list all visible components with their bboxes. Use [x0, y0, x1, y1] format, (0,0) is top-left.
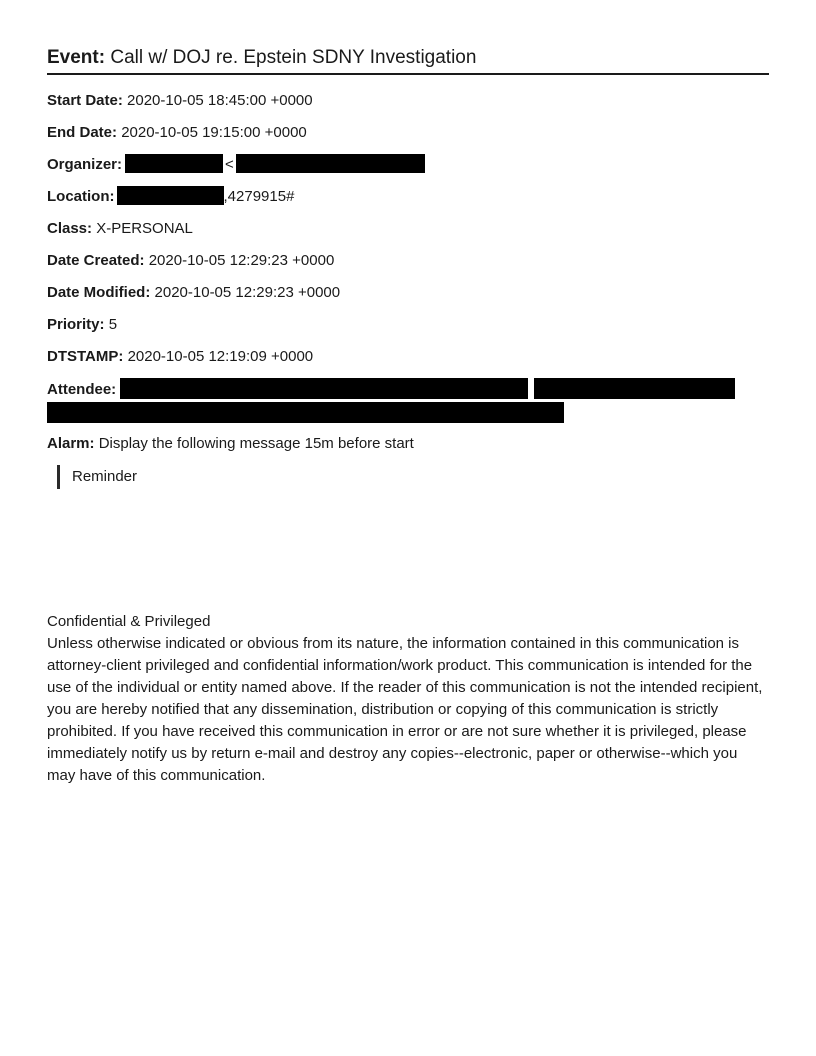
field-attendee — [47, 378, 769, 423]
field-alarm — [47, 433, 769, 455]
field-class — [47, 218, 769, 240]
field-date-modified — [47, 282, 769, 304]
redaction-bar — [117, 186, 224, 205]
redaction-bar — [120, 378, 528, 399]
field-date-created — [47, 250, 769, 272]
redaction-bar — [125, 154, 223, 173]
field-label: Priority: — [47, 316, 105, 333]
field-organizer — [47, 154, 769, 176]
page-title — [47, 46, 769, 75]
field-value: 2020-10-05 18:45:00 +0000 — [127, 92, 313, 109]
field-value: X-PERSONAL — [96, 220, 193, 237]
field-start-date — [47, 90, 769, 112]
field-end-date — [47, 122, 769, 144]
field-value: 2020-10-05 19:15:00 +0000 — [121, 124, 307, 141]
field-label: End Date: — [47, 124, 118, 141]
field-value: 2020-10-05 12:29:23 +0000 — [148, 252, 335, 269]
field-label: Organizer: — [47, 156, 123, 173]
field-label: DTSTAMP: — [47, 348, 124, 365]
field-priority — [47, 314, 769, 336]
alarm-message-quote: Reminder — [57, 465, 769, 489]
field-location — [47, 186, 769, 208]
field-label: Location: — [47, 188, 115, 205]
redaction-bar — [534, 378, 735, 399]
field-label: Alarm: — [47, 435, 95, 452]
field-label: Attendee: — [47, 381, 117, 398]
field-value: ,4279915# — [223, 188, 295, 205]
field-label: Class: — [47, 220, 93, 237]
disclaimer-body: Unless otherwise indicated or obvious from its nature, the information contained in this communication is attorney-client privileged and confidential information/work product. This communication is intended for the use of the individual or entity named above. If the reader of this communication is not the intended recipient, you are hereby notified that any dissemination, distribution or copying of this communication is strictly prohibited. If you have received this communication in error or are not sure whether it is privileged, please immediately notify us by return e-mail and destroy any copies--electronic, paper or otherwise--which you may have of this communication. — [47, 635, 763, 784]
field-value: Display the following message 15m before start — [98, 435, 414, 452]
confidentiality-disclaimer — [47, 611, 769, 787]
field-label: Date Created: — [47, 252, 145, 269]
event-title-text: Call w/ DOJ re. Epstein SDNY Investigation — [110, 47, 477, 68]
field-label: Date Modified: — [47, 284, 151, 301]
event-label: Event: — [47, 47, 106, 68]
redaction-bar — [236, 154, 425, 173]
angle-bracket: < — [225, 156, 234, 173]
redaction-bar — [47, 402, 564, 423]
field-value: 2020-10-05 12:29:23 +0000 — [154, 284, 341, 301]
field-label: Start Date: — [47, 92, 123, 109]
field-dtstamp — [47, 346, 769, 368]
disclaimer-heading: Confidential & Privileged — [47, 613, 211, 630]
field-value: 5 — [108, 316, 118, 333]
field-value: 2020-10-05 12:19:09 +0000 — [127, 348, 314, 365]
